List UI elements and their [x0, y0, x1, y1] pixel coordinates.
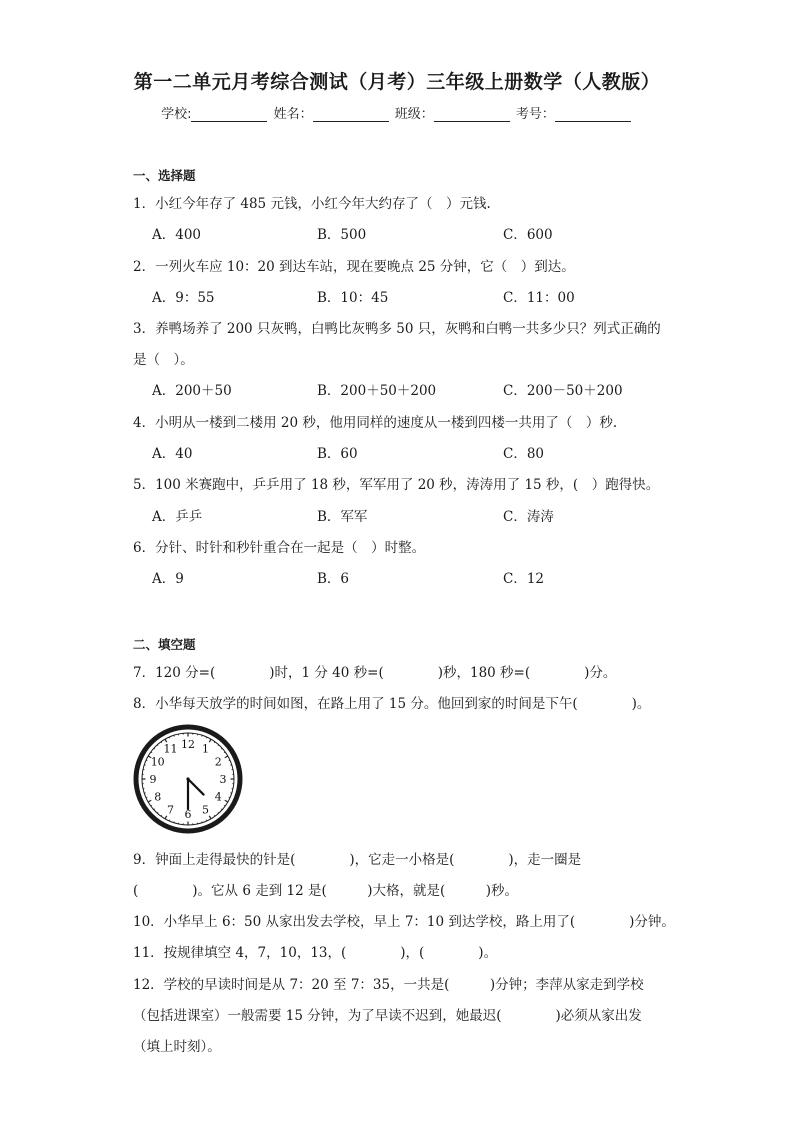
question-3-line-2: 是（ ）。	[133, 352, 194, 368]
question-5-option-a: A．乒乒	[152, 509, 203, 525]
school-blank[interactable]	[191, 107, 267, 122]
school-label: 学校:	[161, 107, 192, 122]
name-blank[interactable]	[313, 107, 389, 122]
section-title-choice: 一、选择题	[133, 168, 196, 183]
number-blank[interactable]	[555, 107, 631, 122]
clock-number: 6	[184, 808, 192, 821]
question-6-option-b: B．6	[317, 571, 350, 587]
clock-number: 4	[214, 790, 222, 804]
question-4-option-b: B．60	[317, 446, 358, 462]
question-7: 7．120 分=( )时，1 分 40 秒=( )秒，180 秒=( )分。	[133, 665, 617, 681]
question-4: 4．小明从一楼到二楼用 20 秒，他用同样的速度从一楼到四楼一共用了（ ）秒.	[133, 415, 618, 431]
question-8: 8．小华每天放学的时间如图，在路上用了 15 分。他回到家的时间是下午( )。	[133, 696, 651, 712]
section-title-fill: 二、填空题	[133, 637, 196, 652]
clock-center	[186, 777, 189, 780]
question-2-option-c: C．11：00	[503, 290, 575, 306]
question-3-line-1: 3．养鸭场养了 200 只灰鸭，白鸭比灰鸭多 50 只，灰鸭和白鸭一共多少只？列式正确的	[133, 321, 661, 337]
question-3-option-c: C．200－50＋200	[503, 383, 623, 399]
clock-number: 10	[150, 755, 165, 769]
clock-number: 12	[181, 738, 195, 751]
question-5-option-b: B．军军	[317, 509, 368, 525]
question-1-option-a: A．400	[152, 227, 202, 243]
question-6-option-c: C．12	[503, 571, 545, 587]
question-4-option-a: A．40	[152, 446, 193, 462]
question-1: 1．小红今年存了 485 元钱，小红今年大约存了（ ）元钱.	[133, 196, 491, 212]
clock-number: 11	[163, 742, 178, 756]
number-label: 考号：	[515, 107, 555, 122]
clock-number: 9	[149, 773, 157, 786]
class-label: 班级：	[394, 107, 434, 122]
question-6-option-a: A．9	[152, 571, 184, 587]
question-1-option-c: C．600	[503, 227, 553, 243]
clock-number: 8	[154, 790, 162, 804]
question-10: 10．小华早上 6：50 从家出发去学校，早上 7：10 到达学校，路上用了( )分钟。	[133, 914, 675, 930]
clock-face-image	[133, 724, 243, 834]
question-2-option-b: B．10：45	[317, 290, 389, 306]
student-info-row	[0, 103, 794, 122]
question-3-option-a: A．200＋50	[152, 383, 232, 399]
question-12-line-2: （包括进课室）一般需要 15 分钟，为了早读不迟到，她最迟( )必须从家出发	[133, 1008, 642, 1024]
clock-number: 1	[202, 742, 209, 756]
question-9-line-1: 9．钟面上走得最快的针是( )，它走一小格是( )，走一圈是	[133, 852, 582, 868]
page-title: 第一二单元月考综合测试（月考）三年级上册数学（人教版）	[133, 71, 661, 93]
clock-number: 7	[167, 803, 174, 817]
question-4-option-c: C．80	[503, 446, 545, 462]
clock-number: 2	[214, 755, 222, 769]
question-5: 5．100 米赛跑中，乒乒用了 18 秒，军军用了 20 秒，涛涛用了 15 秒，( ）跑得快。	[133, 477, 660, 493]
question-6: 6．分针、时针和秒针重合在一起是（ ）时整。	[133, 540, 426, 556]
class-blank[interactable]	[434, 107, 510, 122]
question-12-line-3: （填上时刻）。	[133, 1039, 221, 1055]
question-2: 2．一列火车应 10：20 到达车站，现在要晚点 25 分钟，它（ ）到达。	[133, 259, 575, 275]
name-label: 姓名：	[273, 107, 313, 122]
clock-number: 3	[219, 773, 227, 786]
question-2-option-a: A．9：55	[152, 290, 215, 306]
question-12-line-1: 12．学校的早读时间是从 7：20 至 7：35，一共是( )分钟；李萍从家走到学校	[133, 977, 644, 993]
question-9-line-2: ( )。它从 6 走到 12 是( )大格，就是( )秒。	[133, 883, 519, 899]
question-5-option-c: C．涛涛	[503, 509, 554, 525]
question-11: 11．按规律填空 4，7，10，13，( )，( )。	[133, 945, 498, 961]
clock-number: 5	[202, 803, 209, 817]
question-1-option-b: B．500	[317, 227, 367, 243]
question-3-option-b: B．200＋50＋200	[317, 383, 437, 399]
